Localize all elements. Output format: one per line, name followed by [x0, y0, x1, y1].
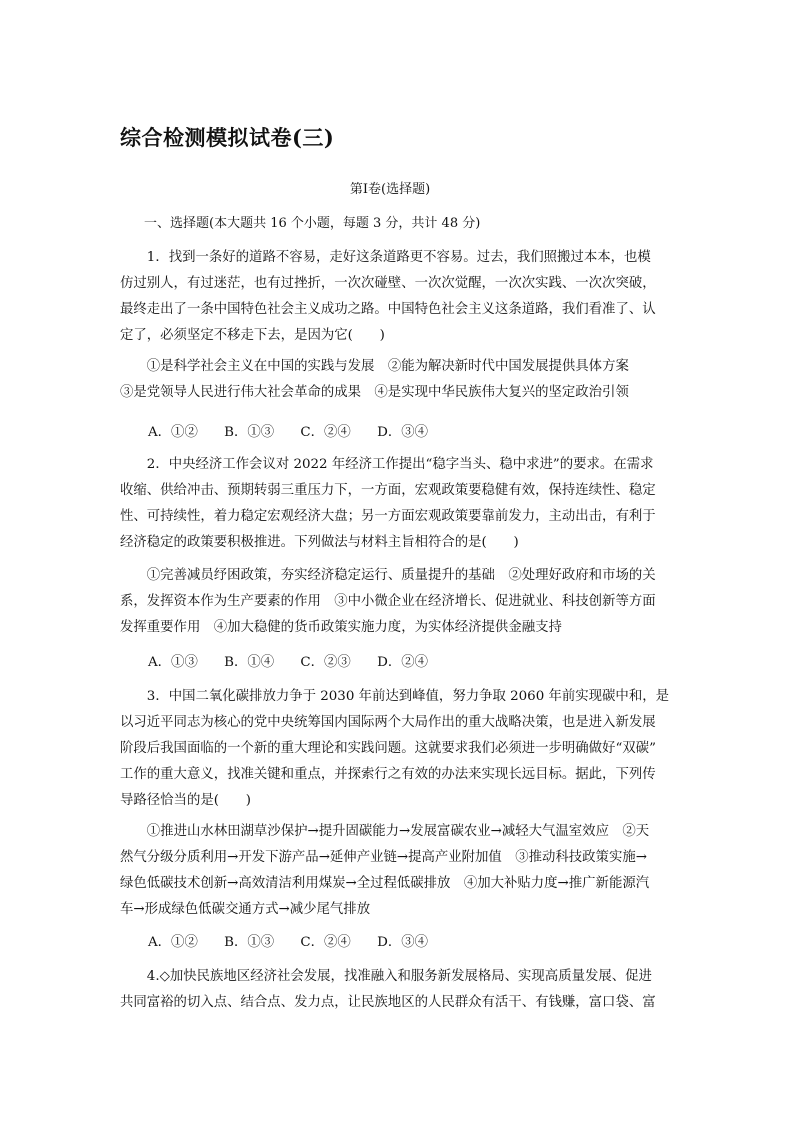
- q3-line: 以习近平同志为核心的党中央统筹国内国际两个大局作出的重大战略决策，也是进入新发展: [120, 715, 656, 730]
- question-3-stem: [120, 684, 669, 814]
- option-d[interactable]: D．②④: [377, 655, 428, 670]
- q2-statement: 系，发挥资本作为生产要素的作用 ③中小微企业在经济增长、促进就业、科技创新等方面: [120, 594, 656, 609]
- q2-line: 经济稳定的政策要积极推进。下列做法与材料主旨相符合的是( ): [120, 535, 519, 550]
- q1-line: 仿过别人，有过迷茫，也有过挫折，一次次碰壁、一次次觉醒，一次次实践、一次次突破，: [120, 276, 656, 291]
- option-a[interactable]: A．①③: [148, 655, 198, 670]
- q3-statement: 车→形成绿色低碳交通方式→减少尾气排放: [120, 902, 371, 917]
- question-1-statements: [120, 354, 660, 406]
- question-2-options: [148, 651, 450, 670]
- q3-line: 阶段后我国面临的一个新的重大理论和实践问题。这就要求我们必须进一步明确做好“双碳”: [120, 741, 656, 756]
- q3-line: 导路径恰当的是( ): [120, 793, 251, 808]
- question-1-options: [148, 421, 450, 440]
- question-3-options: [148, 931, 450, 950]
- q1-line: 1．找到一条好的道路不容易，走好这条道路更不容易。过去，我们照搬过本本，也模: [146, 250, 651, 265]
- option-d[interactable]: D．③④: [377, 425, 428, 440]
- q3-statement: 绿色低碳技术创新→高效清洁利用煤炭→全过程低碳排放 ④加大补贴力度→推广新能源汽: [120, 876, 650, 891]
- q4-line: 共同富裕的切入点、结合点、发力点，让民族地区的人民群众有活干、有钱赚，富口袋、富: [120, 995, 656, 1010]
- q3-line: 工作的重大意义，找准关键和重点，并探索行之有效的办法来实现长远目标。据此，下列传: [120, 767, 656, 782]
- q1-statement: ①是科学社会主义在中国的实践与发展 ②能为解决新时代中国发展提供具体方案: [146, 359, 629, 374]
- option-b[interactable]: B．①④: [224, 655, 275, 670]
- q1-line: 最终走出了一条中国特色社会主义成功之路。中国特色社会主义这条道路，我们看准了、认: [120, 302, 656, 317]
- q2-statement: 发挥重要作用 ④加大稳健的货币政策实施力度，为实体经济提供金融支持: [120, 620, 562, 635]
- option-a[interactable]: A．①②: [148, 425, 198, 440]
- q3-line: 3．中国二氧化碳排放力争于 2030 年前达到峰值，努力争取 2060 年前实现碳中和，是: [146, 689, 669, 704]
- q2-line: 2．中央经济工作会议对 2022 年经济工作提出“稳字当头、稳中求进”的要求。在需求: [146, 457, 654, 472]
- option-b[interactable]: B．①③: [224, 425, 275, 440]
- question-1-stem: [120, 245, 660, 349]
- q2-line: 收缩、供给冲击、预期转弱三重压力下，一方面，宏观政策要稳健有效，保持连续性、稳定: [120, 483, 656, 498]
- q3-statement: 然气分级分质利用→开发下游产品→延伸产业链→提高产业附加值 ③推动科技政策实施→: [120, 850, 647, 865]
- question-2-stem: [120, 452, 660, 556]
- page-title: 综合检测模拟试卷(三): [120, 125, 335, 150]
- q1-line: 定了，必须坚定不移走下去，是因为它( ): [120, 328, 385, 343]
- option-a[interactable]: A．①②: [148, 935, 198, 950]
- q2-line: 性、可持续性，着力稳定宏观经济大盘；另一方面宏观政策要靠前发力，主动出击，有利于: [120, 509, 656, 524]
- question-4-stem: [120, 964, 660, 1016]
- instructions: 一、选择题(本大题共 16 个小题，每题 3 分，共计 48 分): [144, 216, 481, 231]
- q2-statement: ①完善减员纾困政策，夯实经济稳定运行、质量提升的基础 ②处理好政府和市场的关: [146, 568, 656, 583]
- option-c[interactable]: C．②④: [300, 425, 351, 440]
- q3-statement: ①推进山水林田湖草沙保护→提升固碳能力→发展富碳农业→减轻大气温室效应 ②天: [146, 824, 650, 839]
- q1-statement: ③是党领导人民进行伟大社会革命的成果 ④是实现中华民族伟大复兴的坚定政治引领: [120, 385, 629, 400]
- question-3-statements: [120, 819, 660, 923]
- option-b[interactable]: B．①③: [224, 935, 275, 950]
- option-d[interactable]: D．③④: [377, 935, 428, 950]
- option-c[interactable]: C．②④: [300, 935, 351, 950]
- question-2-statements: [120, 563, 660, 641]
- q4-line: 4.◇加快民族地区经济社会发展，找准融入和服务新发展格局、实现高质量发展、促进: [146, 969, 652, 984]
- section-heading: 第Ⅰ卷(选择题): [349, 182, 431, 197]
- option-c[interactable]: C．②③: [300, 655, 351, 670]
